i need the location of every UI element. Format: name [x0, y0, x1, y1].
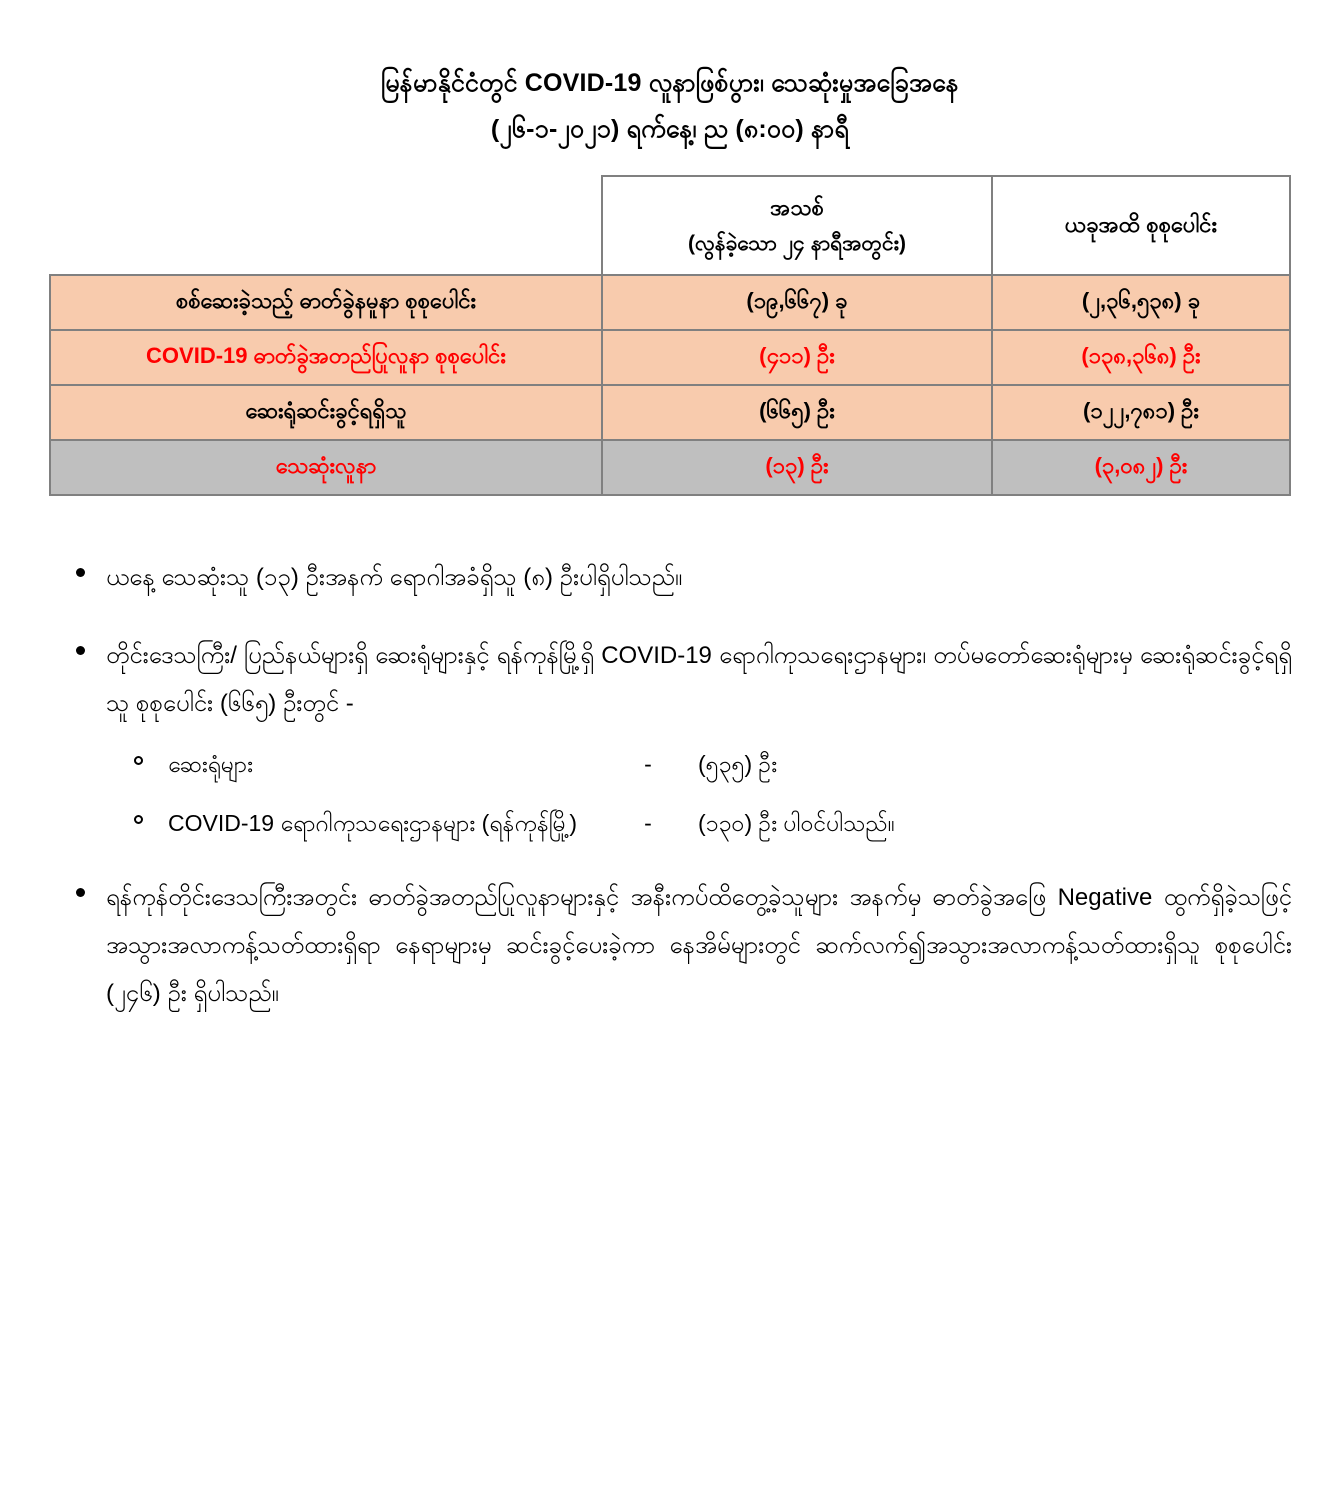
- row-total-deaths: (၃,၀၈၂) ဦး: [992, 440, 1290, 495]
- title-line-1: မြန်မာနိုင်ငံတွင် COVID-19 လူနာဖြစ်ပွား၊ သေဆုံးမှုအခြေအနေ: [381, 69, 959, 97]
- covid-summary-table: [49, 175, 1291, 496]
- row-label-discharged: ဆေးရုံဆင်းခွင့်ရရှိသူ: [50, 385, 602, 440]
- sub-value-hospitals: (၅၃၅) ဦး: [698, 750, 778, 777]
- discharge-breakdown-list: [106, 744, 1292, 845]
- row-new-tests: (၁၉,၆၆၇) ခု: [602, 275, 992, 330]
- hollow-bullet-icon: [134, 815, 143, 824]
- table-row-tests: [50, 275, 1290, 330]
- row-total-confirmed: (၁၃၈,၃၆၈) ဦး: [992, 330, 1290, 385]
- row-new-confirmed: (၄၁၁) ဦး: [602, 330, 992, 385]
- table-header: [50, 176, 1290, 275]
- sub-label-hospitals: ဆေးရုံများ: [168, 750, 253, 777]
- row-new-discharged: (၆၆၅) ဦး: [602, 385, 992, 440]
- header-blank: [50, 176, 602, 275]
- note-text-2: တိုင်းဒေသကြီး/ ပြည်နယ်များရှိ ဆေးရုံများနှင့် ရန်ကုန်မြို့ရှိ COVID-19 ရောဂါကုသရေးဌာနများ၊ တပ်မတော်ဆေးရုံများမှ ဆေးရုံဆင်းခွင့်ရရှိသူ စုစုပေါင်း (၆၆၅) ဦးတွင် -: [106, 641, 1292, 717]
- note-item-yangon-quarantine: [48, 874, 1292, 1018]
- note-text-3: ရန်ကုန်တိုင်းဒေသကြီးအတွင်း ဓာတ်ခွဲအတည်ပြုလူနာများနှင့် အနီးကပ်ထိတွေ့ခဲ့သူများ အနက်မှ ဓာတ်ခွဲအဖြေ Negative ထွက်ရှိခဲ့သဖြင့် အသွားအလာကန့်သတ်ထားရှိရာ နေရာများမှ ဆင်းခွင့်ပေးခဲ့ကာ နေအိမ်များတွင် ဆက်လက်၍အသွားအလာကန့်သတ်ထားရှိသူ စုစုပေါင်း (၂၄၆) ဦး ရှိပါသည်။: [106, 884, 1292, 1008]
- table-row-discharged: [50, 385, 1290, 440]
- sub-label-treatment-centres: COVID-19 ရောဂါကုသရေးဌာနများ (ရန်ကုန်မြို့): [168, 809, 577, 836]
- row-total-tests: (၂,၃၆,၅၃၈) ခု: [992, 275, 1290, 330]
- header-new-main: အသစ်: [770, 194, 824, 220]
- table-header-row: [50, 176, 1290, 275]
- table-body: [50, 275, 1290, 495]
- hollow-bullet-icon: [134, 756, 143, 765]
- sub-item-treatment-centres: [106, 803, 1292, 844]
- header-new: [602, 176, 992, 275]
- header-total: ယခုအထိ စုစုပေါင်း: [992, 176, 1290, 275]
- row-label-deaths: သေဆုံးလူနာ: [50, 440, 602, 495]
- note-item-discharges: [48, 632, 1292, 845]
- note-item-deaths-comorbidity: [48, 554, 1292, 602]
- sub-dash-hospitals: -: [644, 750, 652, 777]
- note-text-1: ယနေ့ သေဆုံးသူ (၁၃) ဦးအနက် ရောဂါအခံရှိသူ (၈) ဦးပါရှိပါသည်။: [106, 563, 683, 591]
- bullet-icon: [76, 646, 85, 655]
- table-row-confirmed: [50, 330, 1290, 385]
- sub-dash-treatment-centres: -: [644, 809, 652, 836]
- row-label-confirmed: COVID-19 ဓာတ်ခွဲအတည်ပြုလူနာ စုစုပေါင်း: [50, 330, 602, 385]
- sub-item-hospitals: [106, 744, 1292, 785]
- notes-list: [48, 554, 1292, 1019]
- row-total-discharged: (၁၂၂,၇၈၁) ဦး: [992, 385, 1290, 440]
- title-line-2: (၂၆-၁-၂၀၂၁) ရက်နေ့၊ ည (၈:၀၀) နာရီ: [490, 115, 850, 144]
- bullet-icon: [76, 568, 85, 577]
- bullet-icon: [76, 888, 85, 897]
- table-row-deaths: [50, 440, 1290, 495]
- row-new-deaths: (၁၃) ဦး: [602, 440, 992, 495]
- sub-value-treatment-centres: (၁၃၀) ဦး ပါဝင်ပါသည်။: [698, 809, 895, 836]
- header-new-sub: (လွန်ခဲ့သော ၂၄ နာရီအတွင်း): [688, 231, 906, 255]
- page-title: [48, 60, 1292, 153]
- row-label-tests: စစ်ဆေးခဲ့သည့် ဓာတ်ခွဲနမူနာ စုစုပေါင်း: [50, 275, 602, 330]
